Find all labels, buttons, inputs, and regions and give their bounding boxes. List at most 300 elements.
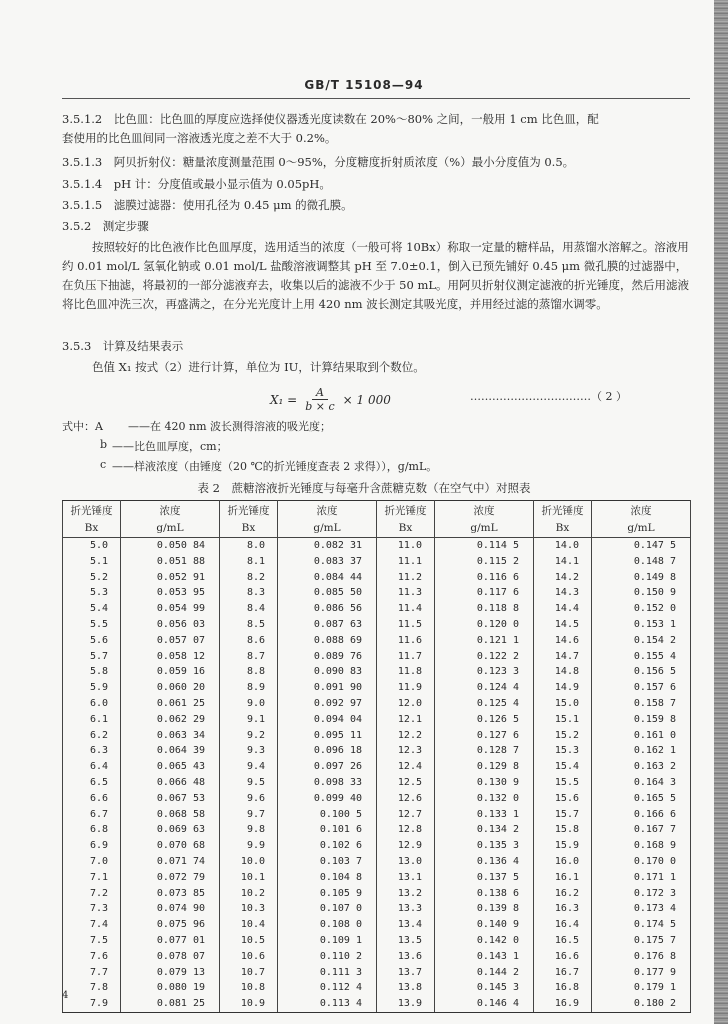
- cell-brix: 16.2: [534, 886, 592, 902]
- cell-brix: 8.0: [220, 538, 278, 554]
- cell-density: 0.059 16: [121, 664, 220, 680]
- cell-density: 0.164 3: [592, 775, 691, 791]
- cell-density: 0.149 8: [592, 570, 691, 586]
- cell-density: 0.052 91: [121, 570, 220, 586]
- col-header-density: 浓度: [592, 501, 691, 520]
- cell-density: 0.051 88: [121, 554, 220, 570]
- cell-density: 0.089 76: [278, 649, 377, 665]
- cell-brix: 15.8: [534, 822, 592, 838]
- table-row: [63, 965, 691, 981]
- cell-density: 0.116 6: [435, 570, 534, 586]
- cell-brix: 16.1: [534, 870, 592, 886]
- cell-density: 0.171 1: [592, 870, 691, 886]
- cell-density: 0.138 6: [435, 886, 534, 902]
- cell-density: 0.142 0: [435, 933, 534, 949]
- cell-density: 0.086 56: [278, 601, 377, 617]
- cell-brix: 7.2: [63, 886, 121, 902]
- cell-density: 0.176 8: [592, 949, 691, 965]
- cell-density: 0.083 37: [278, 554, 377, 570]
- cell-density: 0.115 2: [435, 554, 534, 570]
- cell-brix: 10.3: [220, 901, 278, 917]
- cell-density: 0.061 25: [121, 696, 220, 712]
- section-353-heading: 3.5.3 计算及结果表示: [62, 339, 184, 353]
- unit-bx: Bx: [377, 519, 435, 538]
- cell-density: 0.090 83: [278, 664, 377, 680]
- cell-brix: 6.6: [63, 791, 121, 807]
- cell-brix: 13.6: [377, 949, 435, 965]
- cell-brix: 14.0: [534, 538, 592, 554]
- cell-density: 0.050 84: [121, 538, 220, 554]
- cell-brix: 15.3: [534, 743, 592, 759]
- cell-brix: 14.5: [534, 617, 592, 633]
- cell-density: 0.100 5: [278, 807, 377, 823]
- cell-density: 0.073 85: [121, 886, 220, 902]
- cell-density: 0.120 0: [435, 617, 534, 633]
- cell-brix: 16.4: [534, 917, 592, 933]
- col-header-bx: 折光锤度: [220, 501, 278, 520]
- cell-brix: 5.6: [63, 633, 121, 649]
- cell-density: 0.158 7: [592, 696, 691, 712]
- cell-density: 0.135 3: [435, 838, 534, 854]
- cell-density: 0.133 1: [435, 807, 534, 823]
- cell-density: 0.175 7: [592, 933, 691, 949]
- cell-density: 0.148 7: [592, 554, 691, 570]
- cell-density: 0.081 25: [121, 996, 220, 1012]
- unit-density: g/mL: [278, 519, 377, 538]
- cell-brix: 13.5: [377, 933, 435, 949]
- unit-bx: Bx: [220, 519, 278, 538]
- section-352-heading: 3.5.2 测定步骤: [62, 219, 149, 233]
- cell-density: 0.147 5: [592, 538, 691, 554]
- cell-density: 0.060 20: [121, 680, 220, 696]
- table-row: [63, 601, 691, 617]
- col-header-density: 浓度: [121, 501, 220, 520]
- cell-brix: 16.6: [534, 949, 592, 965]
- scan-edge-artifact: [714, 0, 728, 1024]
- cell-density: 0.105 9: [278, 886, 377, 902]
- unit-bx: Bx: [63, 519, 121, 538]
- cell-brix: 15.5: [534, 775, 592, 791]
- col-header-density: 浓度: [435, 501, 534, 520]
- table-row: [63, 712, 691, 728]
- table-row: [63, 743, 691, 759]
- density-table-body: [63, 538, 691, 1013]
- cell-density: 0.107 0: [278, 901, 377, 917]
- unit-density: g/mL: [121, 519, 220, 538]
- cell-brix: 11.3: [377, 585, 435, 601]
- cell-brix: 11.2: [377, 570, 435, 586]
- table-row: [63, 886, 691, 902]
- cell-brix: 14.4: [534, 601, 592, 617]
- cell-brix: 15.2: [534, 728, 592, 744]
- cell-density: 0.180 2: [592, 996, 691, 1012]
- cell-density: 0.129 8: [435, 759, 534, 775]
- cell-brix: 13.7: [377, 965, 435, 981]
- cell-density: 0.167 7: [592, 822, 691, 838]
- col-header-density: 浓度: [278, 501, 377, 520]
- cell-brix: 12.2: [377, 728, 435, 744]
- table-row: [63, 901, 691, 917]
- cell-density: 0.065 43: [121, 759, 220, 775]
- cell-brix: 10.2: [220, 886, 278, 902]
- cell-brix: 7.6: [63, 949, 121, 965]
- formula-denominator: b × c: [305, 400, 335, 413]
- cell-brix: 14.6: [534, 633, 592, 649]
- formula-lhs: X₁ =: [270, 392, 298, 407]
- cell-brix: 11.6: [377, 633, 435, 649]
- section-352-body: 按照较好的比色液作比色皿厚度，选用适当的浓度（一般可将 10Bx）称取一定量的糖样品，用蒸馏水溶解之。溶液用约 0.01 mol/L 氢氧化钠或 0.01 mol/L 盐酸溶液调整其 pH 至 7.0±0.1，倒入已预先铺好 0.45 μm 微孔膜的过滤器中，在负压下抽滤，将最初的一部分滤液弃去，收集以后的滤液不少于 50 mL。用阿贝折射仪测定滤液的折光锤度，然后用滤液将比色皿冲洗三次，再盛满之，在分光光度计上用 420 nm 波长测定其吸光度，并用经过滤的蒸馏水调零。: [62, 240, 689, 311]
- cell-brix: 7.0: [63, 854, 121, 870]
- cell-brix: 12.4: [377, 759, 435, 775]
- cell-density: 0.069 63: [121, 822, 220, 838]
- cell-brix: 16.8: [534, 980, 592, 996]
- cell-brix: 6.2: [63, 728, 121, 744]
- cell-density: 0.121 1: [435, 633, 534, 649]
- cell-brix: 15.1: [534, 712, 592, 728]
- cell-brix: 6.8: [63, 822, 121, 838]
- table-row: [63, 980, 691, 996]
- formula-equation-label: ……………………………（ 2 ）: [470, 390, 627, 403]
- cell-density: 0.109 1: [278, 933, 377, 949]
- cell-brix: 10.5: [220, 933, 278, 949]
- cell-brix: 13.3: [377, 901, 435, 917]
- cell-density: 0.174 5: [592, 917, 691, 933]
- table-row: [63, 585, 691, 601]
- cell-brix: 6.3: [63, 743, 121, 759]
- cell-brix: 10.6: [220, 949, 278, 965]
- cell-brix: 8.5: [220, 617, 278, 633]
- paragraph-3514: 3.5.1.4 pH 计：分度值或最小显示值为 0.05pH。: [62, 177, 331, 191]
- cell-brix: 15.4: [534, 759, 592, 775]
- cell-brix: 6.4: [63, 759, 121, 775]
- cell-brix: 5.1: [63, 554, 121, 570]
- cell-brix: 13.0: [377, 854, 435, 870]
- cell-density: 0.139 8: [435, 901, 534, 917]
- cell-density: 0.179 1: [592, 980, 691, 996]
- cell-density: 0.153 1: [592, 617, 691, 633]
- cell-density: 0.156 5: [592, 664, 691, 680]
- cell-brix: 8.6: [220, 633, 278, 649]
- cell-density: 0.118 8: [435, 601, 534, 617]
- cell-density: 0.057 07: [121, 633, 220, 649]
- formula-fraction: [301, 386, 338, 413]
- table-row: [63, 728, 691, 744]
- cell-density: 0.067 53: [121, 791, 220, 807]
- cell-brix: 15.9: [534, 838, 592, 854]
- cell-brix: 5.9: [63, 680, 121, 696]
- cell-brix: 9.9: [220, 838, 278, 854]
- cell-density: 0.117 6: [435, 585, 534, 601]
- table-row: [63, 791, 691, 807]
- cell-density: 0.155 4: [592, 649, 691, 665]
- cell-brix: 14.1: [534, 554, 592, 570]
- cell-density: 0.053 95: [121, 585, 220, 601]
- where-intro: 式中：A: [62, 420, 103, 433]
- cell-brix: 13.2: [377, 886, 435, 902]
- paragraph-3515: 3.5.1.5 滤膜过滤器：使用孔径为 0.45 μm 的微孔膜。: [62, 198, 353, 212]
- cell-density: 0.146 4: [435, 996, 534, 1012]
- cell-brix: 11.4: [377, 601, 435, 617]
- cell-density: 0.163 2: [592, 759, 691, 775]
- cell-brix: 7.8: [63, 980, 121, 996]
- cell-density: 0.114 5: [435, 538, 534, 554]
- cell-brix: 11.1: [377, 554, 435, 570]
- paragraph-3513: 3.5.1.3 阿贝折射仪：糖量浓度测量范围 0～95%，分度糖度折射质浓度（%）最小分度值为 0.5。: [62, 155, 575, 169]
- cell-brix: 6.0: [63, 696, 121, 712]
- cell-density: 0.091 90: [278, 680, 377, 696]
- cell-brix: 12.9: [377, 838, 435, 854]
- cell-density: 0.127 6: [435, 728, 534, 744]
- cell-brix: 6.5: [63, 775, 121, 791]
- cell-density: 0.170 0: [592, 854, 691, 870]
- cell-density: 0.068 58: [121, 807, 220, 823]
- where-b-definition: ——比色皿厚度，cm；: [112, 440, 228, 453]
- cell-brix: 5.7: [63, 649, 121, 665]
- cell-density: 0.172 3: [592, 886, 691, 902]
- cell-brix: 8.8: [220, 664, 278, 680]
- table-header-row: [63, 501, 691, 520]
- table-row: [63, 775, 691, 791]
- cell-density: 0.154 2: [592, 633, 691, 649]
- cell-brix: 9.2: [220, 728, 278, 744]
- cell-brix: 8.1: [220, 554, 278, 570]
- cell-brix: 8.7: [220, 649, 278, 665]
- cell-brix: 14.9: [534, 680, 592, 696]
- unit-density: g/mL: [435, 519, 534, 538]
- cell-brix: 7.3: [63, 901, 121, 917]
- cell-density: 0.159 8: [592, 712, 691, 728]
- cell-density: 0.110 2: [278, 949, 377, 965]
- cell-brix: 14.7: [534, 649, 592, 665]
- cell-density: 0.088 69: [278, 633, 377, 649]
- cell-brix: 11.0: [377, 538, 435, 554]
- cell-density: 0.080 19: [121, 980, 220, 996]
- cell-brix: 16.5: [534, 933, 592, 949]
- formula-tail: × 1 000: [342, 392, 391, 407]
- cell-density: 0.123 3: [435, 664, 534, 680]
- cell-density: 0.104 8: [278, 870, 377, 886]
- cell-density: 0.136 4: [435, 854, 534, 870]
- cell-brix: 11.5: [377, 617, 435, 633]
- cell-brix: 7.5: [63, 933, 121, 949]
- cell-brix: 12.6: [377, 791, 435, 807]
- cell-density: 0.168 9: [592, 838, 691, 854]
- cell-density: 0.101 6: [278, 822, 377, 838]
- table-row: [63, 822, 691, 838]
- cell-brix: 5.8: [63, 664, 121, 680]
- cell-brix: 9.1: [220, 712, 278, 728]
- cell-density: 0.064 39: [121, 743, 220, 759]
- cell-brix: 5.4: [63, 601, 121, 617]
- cell-brix: 7.7: [63, 965, 121, 981]
- cell-brix: 7.9: [63, 996, 121, 1012]
- cell-density: 0.102 6: [278, 838, 377, 854]
- cell-brix: 13.4: [377, 917, 435, 933]
- cell-brix: 5.5: [63, 617, 121, 633]
- where-c-symbol: c: [100, 458, 107, 471]
- cell-density: 0.113 4: [278, 996, 377, 1012]
- cell-density: 0.095 11: [278, 728, 377, 744]
- table-row: [63, 838, 691, 854]
- where-c-definition: ——样液浓度（由锤度（20 ℃的折光锤度查表 2 求得）），g/mL。: [112, 460, 438, 473]
- cell-density: 0.134 2: [435, 822, 534, 838]
- cell-density: 0.162 1: [592, 743, 691, 759]
- cell-brix: 11.9: [377, 680, 435, 696]
- cell-brix: 10.0: [220, 854, 278, 870]
- cell-density: 0.056 03: [121, 617, 220, 633]
- cell-density: 0.177 9: [592, 965, 691, 981]
- cell-brix: 16.0: [534, 854, 592, 870]
- cell-brix: 12.8: [377, 822, 435, 838]
- cell-brix: 15.7: [534, 807, 592, 823]
- cell-brix: 16.9: [534, 996, 592, 1012]
- cell-brix: 9.3: [220, 743, 278, 759]
- table-unit-row: [63, 519, 691, 538]
- cell-brix: 13.1: [377, 870, 435, 886]
- table-row: [63, 807, 691, 823]
- table-row: [63, 570, 691, 586]
- table-row: [63, 996, 691, 1012]
- cell-density: 0.071 74: [121, 854, 220, 870]
- color-value-formula: [270, 386, 391, 413]
- cell-density: 0.128 7: [435, 743, 534, 759]
- cell-density: 0.130 9: [435, 775, 534, 791]
- col-header-bx: 折光锤度: [63, 501, 121, 520]
- cell-density: 0.094 04: [278, 712, 377, 728]
- cell-brix: 12.7: [377, 807, 435, 823]
- cell-brix: 9.6: [220, 791, 278, 807]
- table-row: [63, 854, 691, 870]
- header-rule: [62, 98, 690, 99]
- table-row: [63, 649, 691, 665]
- table-row: [63, 538, 691, 554]
- cell-density: 0.173 4: [592, 901, 691, 917]
- cell-brix: 10.9: [220, 996, 278, 1012]
- table-row: [63, 664, 691, 680]
- cell-density: 0.063 34: [121, 728, 220, 744]
- cell-brix: 11.8: [377, 664, 435, 680]
- cell-density: 0.125 4: [435, 696, 534, 712]
- unit-density: g/mL: [592, 519, 691, 538]
- cell-brix: 7.1: [63, 870, 121, 886]
- table-row: [63, 554, 691, 570]
- cell-brix: 14.3: [534, 585, 592, 601]
- cell-brix: 9.7: [220, 807, 278, 823]
- cell-density: 0.097 26: [278, 759, 377, 775]
- cell-brix: 7.4: [63, 917, 121, 933]
- cell-brix: 11.7: [377, 649, 435, 665]
- paragraph-3512-line1: 3.5.1.2 比色皿：比色皿的厚度应选择使仪器透光度读数在 20%～80% 之间，一般用 1 cm 比色皿，配: [62, 112, 599, 126]
- table-row: [63, 617, 691, 633]
- cell-density: 0.122 2: [435, 649, 534, 665]
- table-row: [63, 870, 691, 886]
- cell-density: 0.066 48: [121, 775, 220, 791]
- cell-density: 0.077 01: [121, 933, 220, 949]
- cell-brix: 5.2: [63, 570, 121, 586]
- cell-density: 0.096 18: [278, 743, 377, 759]
- cell-density: 0.157 6: [592, 680, 691, 696]
- cell-brix: 15.6: [534, 791, 592, 807]
- cell-brix: 12.3: [377, 743, 435, 759]
- cell-brix: 10.8: [220, 980, 278, 996]
- cell-brix: 12.0: [377, 696, 435, 712]
- cell-brix: 16.7: [534, 965, 592, 981]
- cell-density: 0.166 6: [592, 807, 691, 823]
- table-row: [63, 696, 691, 712]
- table-row: [63, 633, 691, 649]
- cell-brix: 5.0: [63, 538, 121, 554]
- cell-density: 0.143 1: [435, 949, 534, 965]
- cell-density: 0.108 0: [278, 917, 377, 933]
- standard-header: GB/T 15108—94: [304, 78, 424, 92]
- cell-density: 0.062 29: [121, 712, 220, 728]
- cell-density: 0.132 0: [435, 791, 534, 807]
- cell-density: 0.082 31: [278, 538, 377, 554]
- unit-bx: Bx: [534, 519, 592, 538]
- cell-brix: 6.9: [63, 838, 121, 854]
- cell-brix: 10.1: [220, 870, 278, 886]
- cell-brix: 9.4: [220, 759, 278, 775]
- cell-density: 0.126 5: [435, 712, 534, 728]
- cell-brix: 13.9: [377, 996, 435, 1012]
- formula-numerator: A: [312, 386, 328, 400]
- cell-brix: 14.8: [534, 664, 592, 680]
- cell-brix: 10.4: [220, 917, 278, 933]
- cell-density: 0.098 33: [278, 775, 377, 791]
- cell-density: 0.084 44: [278, 570, 377, 586]
- cell-density: 0.092 97: [278, 696, 377, 712]
- col-header-bx: 折光锤度: [534, 501, 592, 520]
- cell-brix: 15.0: [534, 696, 592, 712]
- cell-density: 0.074 90: [121, 901, 220, 917]
- cell-density: 0.087 63: [278, 617, 377, 633]
- table-row: [63, 917, 691, 933]
- cell-density: 0.140 9: [435, 917, 534, 933]
- cell-brix: 9.5: [220, 775, 278, 791]
- cell-density: 0.150 9: [592, 585, 691, 601]
- cell-brix: 6.7: [63, 807, 121, 823]
- table-row: [63, 949, 691, 965]
- cell-density: 0.078 07: [121, 949, 220, 965]
- cell-density: 0.124 4: [435, 680, 534, 696]
- density-table: [62, 500, 691, 1013]
- cell-brix: 8.2: [220, 570, 278, 586]
- cell-brix: 14.2: [534, 570, 592, 586]
- cell-density: 0.112 4: [278, 980, 377, 996]
- cell-density: 0.161 0: [592, 728, 691, 744]
- cell-density: 0.085 50: [278, 585, 377, 601]
- cell-density: 0.137 5: [435, 870, 534, 886]
- cell-brix: 13.8: [377, 980, 435, 996]
- table-row: [63, 680, 691, 696]
- cell-density: 0.099 40: [278, 791, 377, 807]
- cell-brix: 6.1: [63, 712, 121, 728]
- cell-density: 0.072 79: [121, 870, 220, 886]
- cell-density: 0.075 96: [121, 917, 220, 933]
- col-header-bx: 折光锤度: [377, 501, 435, 520]
- where-a-definition: ——在 420 nm 波长测得溶液的吸光度；: [128, 420, 331, 433]
- cell-density: 0.152 0: [592, 601, 691, 617]
- cell-brix: 12.5: [377, 775, 435, 791]
- cell-brix: 9.8: [220, 822, 278, 838]
- cell-density: 0.165 5: [592, 791, 691, 807]
- cell-density: 0.058 12: [121, 649, 220, 665]
- table-row: [63, 759, 691, 775]
- cell-brix: 12.1: [377, 712, 435, 728]
- cell-density: 0.111 3: [278, 965, 377, 981]
- table-row: [63, 933, 691, 949]
- cell-brix: 8.9: [220, 680, 278, 696]
